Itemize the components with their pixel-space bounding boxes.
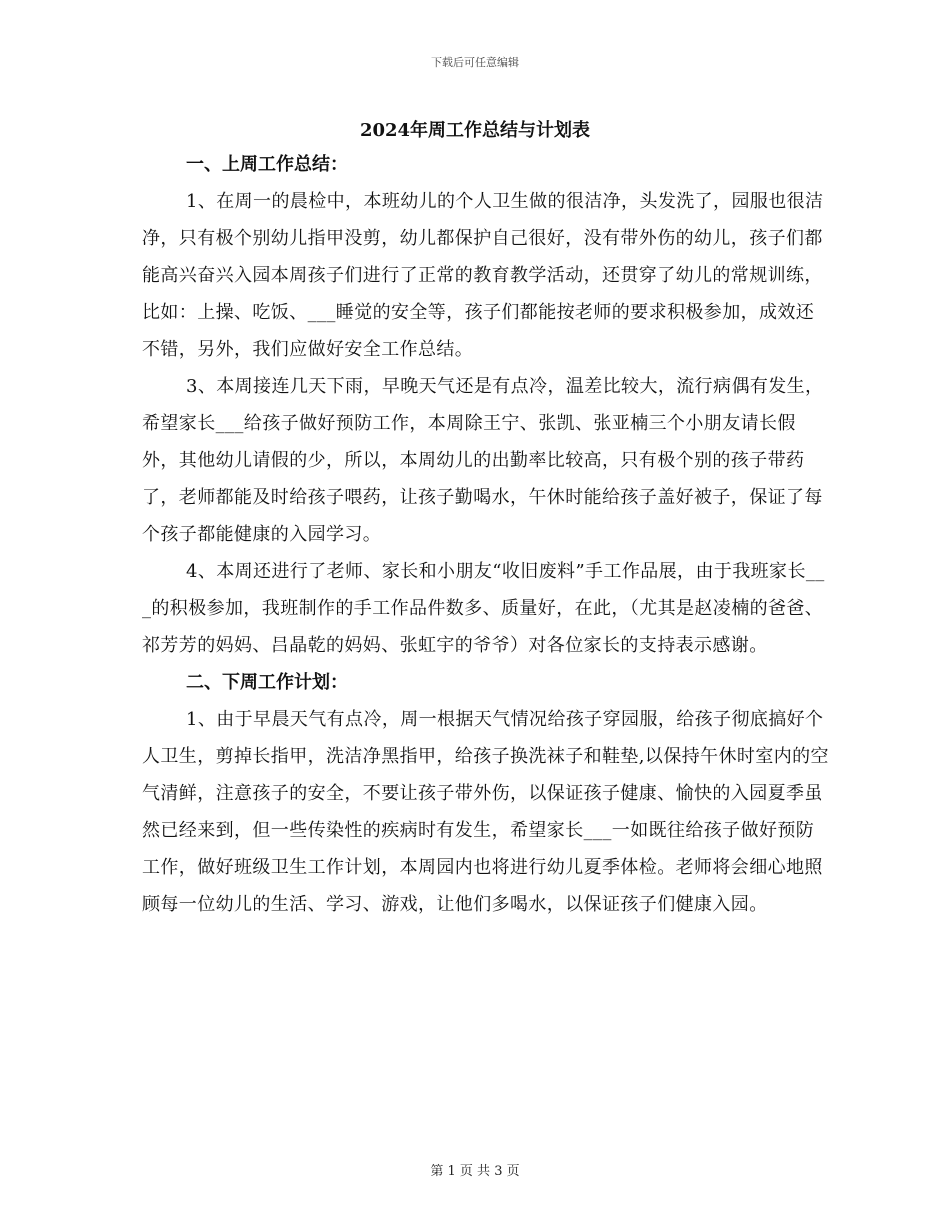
document-body: [142, 146, 830, 923]
header-note: 下载后可任意编辑: [431, 56, 519, 69]
section-heading-last-week: 一、上周工作总结：: [186, 154, 348, 175]
paragraph-handcraft-exhibition: 4、本周还进行了老师、家长和小朋友“收旧废料”手工作品展，由于我班家长___的积极参加，我班制作的手工作品件数多、质量好，在此，（尤其是赵凌楠的爸爸、祁芳芳的妈妈、吕晶乾的妈妈、张虹宇的爷爷）对各位家长的支持表示感谢。: [142, 561, 825, 656]
page-footer: 第 1 页 共 3 页: [430, 1164, 520, 1179]
paragraph-weather-attendance: 3、本周接连几天下雨，早晚天气还是有点冷，温差比较大，流行病偶有发生，希望家长___给孩子做好预防工作，本周除王宁、张凯、张亚楠三个小朋友请长假外，其他幼儿请假的少，所以，本周幼儿的出勤率比较高，只有极个别的孩子带药了，老师都能及时给孩子喂药，让孩子勤喝水，午休时能给孩子盖好被子，保证了每个孩子都能健康的入园学习。: [142, 376, 824, 545]
section-heading-next-week: 二、下周工作计划：: [186, 672, 348, 693]
paragraph-next-week-plan: 1、由于早晨天气有点冷，周一根据天气情况给孩子穿园服，给孩子彻底搞好个人卫生，剪掉长指甲，洗洁净黑指甲，给孩子换洗袜子和鞋垫,以保持午休时室内的空气清鲜，注意孩子的安全，不要让孩子带外伤，以保证孩子健康、愉快的入园夏季虽然已经来到，但一些传染性的疾病时有发生，希望家长___一如既往给孩子做好预防工作，做好班级卫生工作计划，本周园内也将进行幼儿夏季体检。老师将会细心地照顾每一位幼儿的生活、学习、游戏，让他们多喝水，以保证孩子们健康入园。: [142, 709, 829, 915]
paragraph-morning-check: 1、在周一的晨检中，本班幼儿的个人卫生做的很洁净，头发洗了，园服也很洁净，只有极个别幼儿指甲没剪，幼儿都保护自己很好，没有带外伤的幼儿，孩子们都能高兴奋兴入园本周孩子们进行了正常的教育教学活动，还贯穿了幼儿的常规训练，比如：上操、吃饭、___睡觉的安全等，孩子们都能按老师的要求积极参加，成效还不错，另外，我们应做好安全工作总结。: [142, 191, 824, 360]
document-title: 2024年周工作总结与计划表: [359, 120, 591, 141]
